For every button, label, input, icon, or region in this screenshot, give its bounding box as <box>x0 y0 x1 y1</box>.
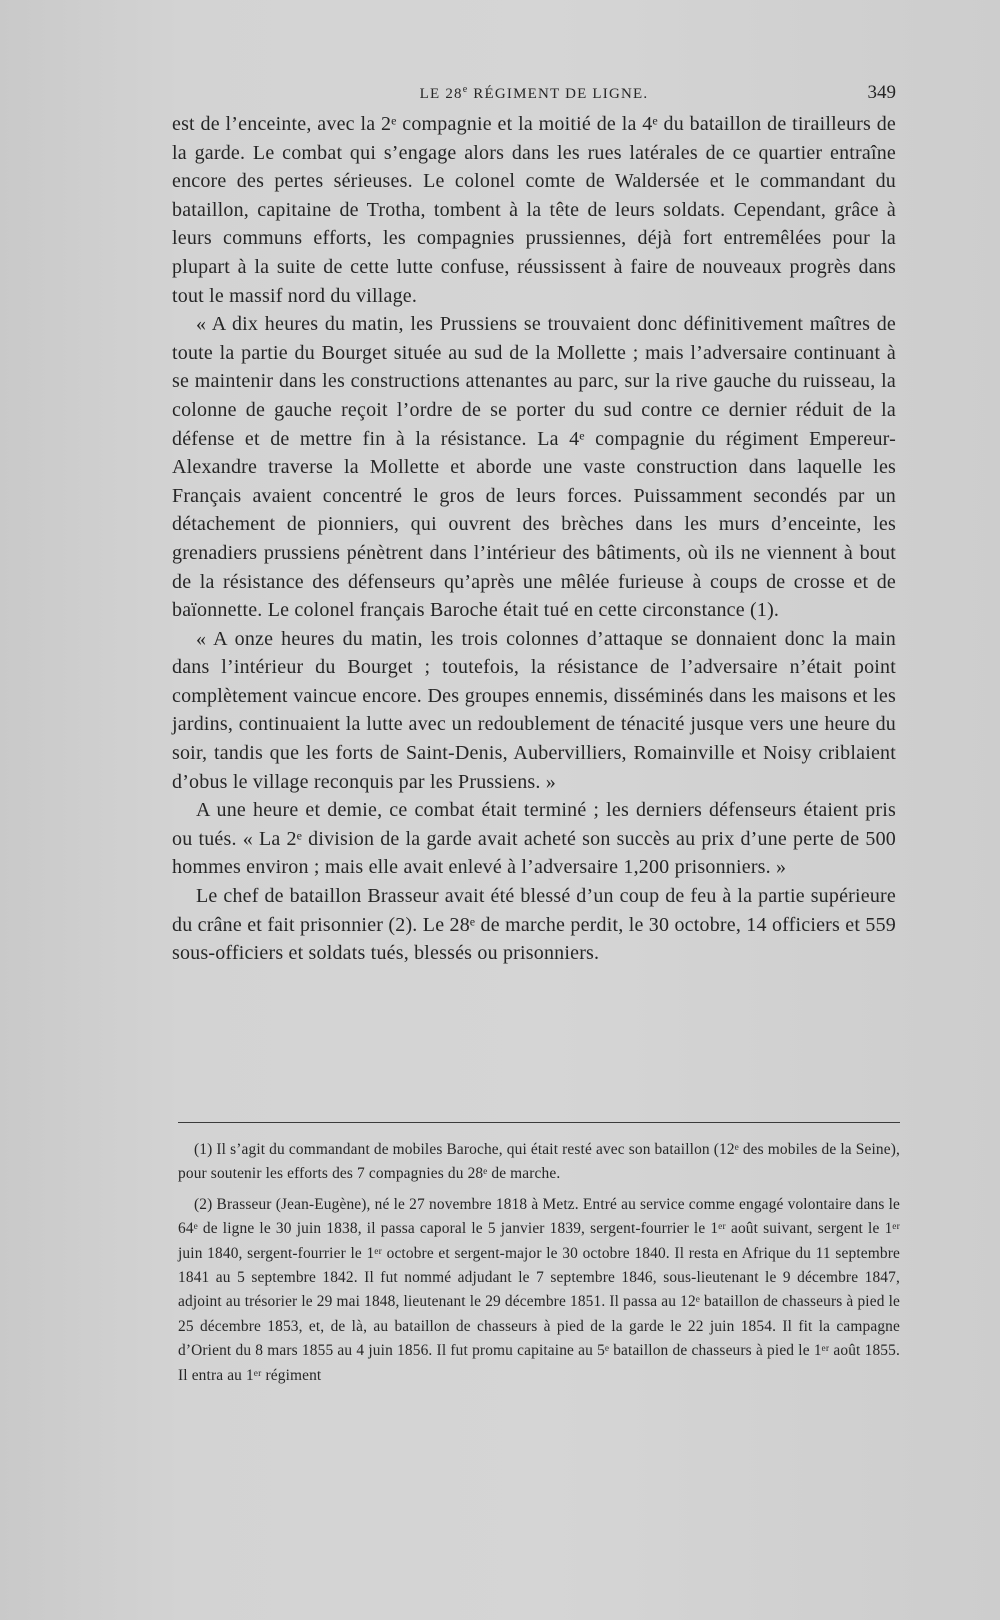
footnotes <box>178 1138 900 1394</box>
footnote: (2) Brasseur (Jean-Eugène), né le 27 novembre 1818 à Metz. Entré au service comme engagé volontaire dans le 64ᵉ de ligne le 30 juin 1838, il passa caporal le 5 janvier 1839, sergent-fourrier le 1ᵉʳ août suivant, sergent le 1ᵉʳ juin 1840, sergent-fourrier le 1ᵉʳ octobre et sergent-major le 30 octobre 1840. Il resta en Afrique du 11 septembre 1841 au 5 septembre 1842. Il fut nommé adjudant le 7 septembre 1846, sous-lieutenant le 9 décembre 1847, adjoint au trésorier le 29 mai 1848, lieutenant le 29 décembre 1851. Il passa au 12ᵉ bataillon de chasseurs à pied le 25 décembre 1853, et, de là, au bataillon de chasseurs à pied de la garde le 22 juin 1854. Il fit la campagne d’Orient du 8 mars 1855 au 4 juin 1856. Il fut promu capitaine au 5ᵉ bataillon de chasseurs à pied le 1ᵉʳ août 1855. Il entra au 1ᵉʳ régiment <box>178 1195 900 1384</box>
main-text <box>172 110 896 968</box>
running-title-text-end: RÉGIMENT DE LIGNE. <box>468 86 649 102</box>
footnote: (1) Il s’agit du commandant de mobiles Baroche, qui était resté avec son bataillon (12ᵉ des mobiles de la Seine), pour soutenir les efforts des 7 compagnies du 28ᵉ de marche. <box>178 1141 901 1183</box>
paragraph: est de l’enceinte, avec la 2ᵉ compagnie et la moitié de la 4ᵉ du bataillon de tirailleurs de la garde. Le combat qui s’engage alors dans les rues latérales de ce quartier entraîne encore des pertes sérieuses. Le colonel comte de Waldersée et le commandant du bataillon, capitaine de Trotha, tombent à la tête de leurs soldats. Cependant, grâce à leurs communs efforts, les compagnies prussiennes, déjà fort entremêlées pour la plupart à la suite de cette lutte confuse, réussissent à faire de nouveaux progrès dans tout le massif nord du village. <box>172 113 896 307</box>
footnote-divider <box>178 1122 900 1123</box>
paragraph: A une heure et demie, ce combat était terminé ; les derniers défenseurs étaient pris ou tués. « La 2ᵉ division de la garde avait acheté son succès au prix d’une perte de 500 hommes environ ; mais elle avait enlevé à l’adversaire 1,200 prisonniers. » <box>172 799 896 879</box>
page-header <box>172 82 896 108</box>
paragraph: Le chef de bataillon Brasseur avait été blessé d’un coup de feu à la partie supérieure du crâne et fait prisonnier (2). Le 28ᵉ de marche perdit, le 30 octobre, 14 officiers et 559 sous-officiers et soldats tués, blessés ou prisonniers. <box>172 885 896 965</box>
page-number: 349 <box>867 82 896 103</box>
running-title <box>172 84 896 103</box>
paragraph: « A onze heures du matin, les trois colonnes d’attaque se donnaient donc la main dans l’intérieur du Bourget ; toutefois, la résistance de l’adversaire n’était point complètement vaincue encore. Des groupes ennemis, disséminés dans les maisons et les jardins, continuaient la lutte avec un redoublement de ténacité jusque vers une heure du soir, tandis que les forts de Saint-Denis, Aubervilliers, Romainville et Noisy criblaient d’obus le village reconquis par les Prussiens. » <box>172 627 896 793</box>
running-title-text: LE 28 <box>419 86 463 102</box>
running-title-superscript: e <box>462 84 469 95</box>
paragraph: « A dix heures du matin, les Prussiens se trouvaient donc définitivement maîtres de toute la partie du Bourget située au sud de la Mollette ; mais l’adversaire continuant à se maintenir dans les constructions attenantes au parc, sur la rive gauche du ruisseau, la colonne de gauche reçoit l’ordre de se porter du sud contre ce dernier réduit de la défense et de mettre fin à la résistance. La 4ᵉ compagnie du régiment Empereur-Alexandre traverse la Mollette et aborde une vaste construction dans laquelle les Français avaient concentré le gros de leurs forces. Puissamment secondés par un détachement de pionniers, qui ouvrent des brèches dans les murs d’enceinte, les grenadiers prussiens pénètrent dans l’intérieur des bâtiments, où ils ne viennent à bout de la résistance des défenseurs qu’après une mêlée furieuse à coups de crosse et de baïonnette. Le colonel français Baroche était tué en cette circonstance (1). <box>172 313 896 622</box>
